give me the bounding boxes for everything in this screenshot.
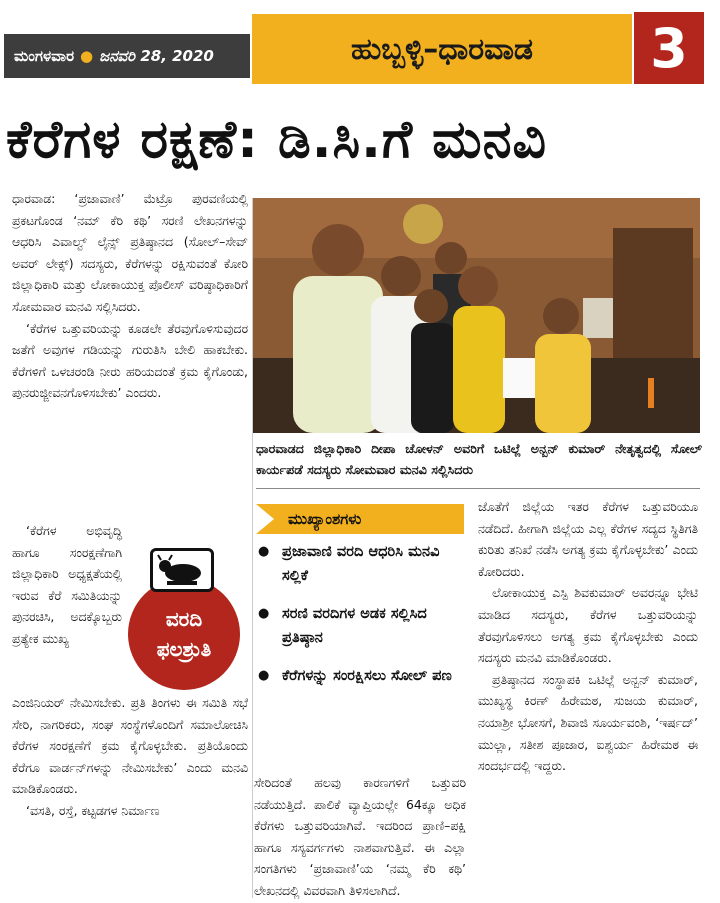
article-column-2 — [254, 772, 466, 902]
report-result-badge — [128, 578, 240, 690]
paragraph: ‘ಕೆರೆಗಳ ಅಭಿವೃದ್ಧಿ ಹಾಗೂ ಸಂರಕ್ಷಣೆಗಾಗಿ ಜಿಲ್ಲಾಧಿಕಾರಿ ಅಧ್ಯಕ್ಷತೆಯಲ್ಲಿ ಇರುವ ಕೆರೆ ಸಮಿತಿಯನ್ನು ಪುನರಚಿಸಿ, ಅದಕ್ಕೊಬ್ಬರು ಪ್ರತ್ಯೇಕ ಮುಖ್ಯ — [12, 523, 122, 646]
photo-caption: ಧಾರವಾಡದ ಜಿಲ್ಲಾಧಿಕಾರಿ ದೀಪಾ ಚೋಳನ್ ಅವರಿಗೆ ಒಟಿಲ್ಲೆ ಅನ್ಬನ್ ಕುಮಾರ್ ನೇತೃತ್ವದಲ್ಲಿ ಸೋಲ್ ಕಾರ್ಯಪಡೆ ಸದಸ್ಯರು ಸೋಮವಾರ ಮನವಿ ಸಲ್ಲಿಸಿದರು — [256, 441, 702, 477]
date-bar — [4, 34, 250, 78]
paragraph: ‘ವಸತಿ, ರಸ್ತೆ, ಕಟ್ಟಡಗಳ ನಿರ್ಮಾಣ — [26, 802, 160, 818]
date-label: ಜನವರಿ 28, 2020 — [99, 47, 214, 65]
divider — [256, 488, 700, 489]
paragraph: ಎಂಜಿನಿಯರ್ ನೇಮಿಸಬೇಕು. ಪ್ರತಿ ತಿಂಗಳು ಈ ಸಮಿತಿ ಸಭೆ ಸೇರಿ, ನಾಗರಿಕರು, ಸಂಘ ಸಂಸ್ಥೆಗಳೊಂದಿಗೆ ಸಮಾಲೋಚಿಸಿ ಕೆರೆಗಳ ಸಂರಕ್ಷಣೆಗೆ ಕ್ರಮ ಕೈಗೊಳ್ಳಬೇಕು. ಪ್ರತಿಯೊಂದು ಕೆರೆಗೂ ವಾರ್ಡನ್‌ಗಳನ್ನು ನೇಮಿಸಬೇಕು’ ಎಂದು ಮನವಿ ಮಾಡಿಕೊಂಡರು. — [12, 695, 248, 797]
highlights-title — [256, 504, 464, 534]
article-column-1-top — [12, 188, 248, 404]
paragraph: ಪ್ರತಿಷ್ಠಾನದ ಸಂಸ್ಥಾಪಕಿ ಒಟಿಲ್ಲೆ ಅನ್ಬನ್ ಕುಮಾರ್, ಮುಖ್ಯಸ್ಥ ಕಿರಣ್ ಹಿರೇಮಠ, ಸುಜಯ ಕುಮಾರ್, ನಯಾಶ್ರೀ ಭೋಸಗೆ, ಶಿವಾಜಿ ಸೂರ್ಯವಂಶಿ, ‘ಇರ್ಷದ್’ ಮುಲ್ಲಾ, ಸತೀಶ ಪೂಜಾರ, ಐಶ್ವರ್ಯ ಹಿರೇಮಠ ಈ ಸಂದರ್ಭದಲ್ಲಿ ಇದ್ದರು. — [478, 671, 698, 774]
highlights-title-text: ಮುಖ್ಯಾಂಶಗಳು — [288, 510, 362, 528]
article-column-1-middle — [12, 520, 122, 650]
highlights-list — [258, 540, 464, 702]
list-item: ● ಪ್ರಜಾವಾಣಿ ವರದಿ ಆಧರಿಸಿ ಮನವಿ ಸಲ್ಲಿಕೆ — [258, 540, 464, 588]
paragraph: ‘ಕೆರೆಗಳ ಒತ್ತುವರಿಯನ್ನು ಕೂಡಲೇ ತೆರವುಗೊಳಿಸುವುದರ ಜತೆಗೆ ಅವುಗಳ ಗಡಿಯನ್ನು ಗುರುತಿಸಿ ಬೇಲಿ ಹಾಕಬೇಕು. ಕೆರೆಗಳಿಗೆ ಒಳಚರಂಡಿ ನೀರು ಹರಿಯದಂತೆ ಕ್ರಮ ಕೈಗೊಂಡು, ಪುನರುಜ್ಜೀವನಗೊಳಿಸಬೇಕು’ ಎಂದರು. — [12, 320, 248, 401]
separator-dot-icon: ● — [80, 47, 94, 65]
nandi-bull-icon — [150, 548, 214, 592]
section-title: ಹುಬ್ಬಳ್ಳಿ–ಧಾರವಾಡ — [252, 14, 632, 84]
paragraph: ಜೊತೆಗೆ ಜಿಲ್ಲೆಯ ಇತರ ಕೆರೆಗಳ ಒತ್ತುವರಿಯೂ ನಡೆದಿದೆ. ಹೀಗಾಗಿ ಜಿಲ್ಲೆಯ ಎಲ್ಲ ಕೆರೆಗಳ ಸದ್ಯದ ಸ್ಥಿತಿಗತಿ ಕುರಿತು ತನಿಖೆ ನಡೆಸಿ ಅಗತ್ಯ ಕ್ರಮ ಕೈಗೊಳ್ಳಬೇಕು’ ಎಂದು ಕೋರಿದರು. — [478, 499, 698, 579]
headline: ಕೆರೆಗಳ ರಕ್ಷಣೆ: ಡಿ.ಸಿ.ಗೆ ಮನವಿ — [6, 110, 548, 170]
badge-line-2: ಫಲಶ್ರುತಿ — [156, 637, 212, 661]
page-number: 3 — [634, 12, 704, 84]
paragraph: ಲೋಕಾಯುಕ್ತ ಎಸ್ಪಿ ಶಿವಕುಮಾರ್ ಅವರನ್ನೂ ಭೇಟಿ ಮಾಡಿದ ಸದಸ್ಯರು, ಕೆರೆಗಳ ಒತ್ತುವರಿಯನ್ನು ತೆರವುಗೊಳಿಸಲು ಅಗತ್ಯ ಕ್ರಮ ಕೈಗೊಳ್ಳಬೇಕು ಎಂದು ಸದಸ್ಯರು ಮನವಿ ಮಾಡಿಕೊಂಡರು. — [478, 585, 698, 666]
paragraph: ಧಾರವಾಡ: ‘ಪ್ರಜಾವಾಣಿ’ ಮೆಟ್ರೊ ಪುರವಣಿಯಲ್ಲಿ ಪ್ರಕಟಗೊಂಡ ‘ನಮ್ ಕೆರಿ ಕಥಿ’ ಸರಣಿ ಲೇಖನಗಳನ್ನು ಆಧರಿಸಿ ಎವಾಲ್ವ್ ಲೈನ್ಸ್ ಪ್ರತಿಷ್ಠಾನದ (ಸೋಲ್–ಸೇವ್ ಅವರ್ ಲೇಕ್ಸ್) ಸದಸ್ಯರು, ಕೆರೆಗಳನ್ನು ರಕ್ಷಿಸುವಂತೆ ಕೋರಿ ಜಿಲ್ಲಾಧಿಕಾರಿ ಮತ್ತು ಲೋಕಾಯುಕ್ತ ಪೊಲೀಸ್ ವರಿಷ್ಠಾಧಿಕಾರಿಗೆ ಸೋಮವಾರ ಮನವಿ ಸಲ್ಲಿಸಿದರು. — [12, 191, 248, 314]
list-item: ● ಸರಣಿ ವರದಿಗಳ ಅಡಕ ಸಲ್ಲಿಸಿದ ಪ್ರತಿಷ್ಠಾನ — [258, 602, 464, 650]
article-photo — [253, 198, 700, 433]
paragraph: ಸೇರಿದಂತೆ ಹಲವು ಕಾರಣಗಳಿಗೆ ಒತ್ತುವರಿ ನಡೆಯುತ್ತಿದೆ. ಪಾಲಿಕೆ ವ್ಯಾಪ್ತಿಯಲ್ಲೇ 64ಕ್ಕೂ ಅಧಿಕ ಕೆರೆಗಳು ಒತ್ತುವರಿಯಾಗಿವೆ. ಇದರಿಂದ ಪ್ರಾಣಿ–ಪಕ್ಷಿ ಹಾಗೂ ಸಸ್ಯವರ್ಗಗಳು ನಾಶವಾಗುತ್ತಿವೆ. ಈ ಎಲ್ಲಾ ಸಂಗತಿಗಳು ‘ಪ್ರಜಾವಾಣಿ’ಯ ‘ನಮ್ಮ ಕೆರಿ ಕಥಿ’ ಲೇಖನದಲ್ಲಿ ವಿವರವಾಗಿ ತಿಳಿಸಲಾಗಿದೆ. — [254, 775, 466, 898]
article-column-1-bottom — [12, 692, 248, 822]
highlights-arrow-icon — [256, 504, 274, 534]
day-label: ಮಂಗಳವಾರ — [14, 47, 75, 65]
badge-line-1: ವರದಿ — [165, 607, 203, 631]
list-item: ● ಕೆರೆಗಳನ್ನು ಸಂರಕ್ಷಿಸಲು ಸೋಲ್ ಪಣ — [258, 664, 464, 688]
article-column-3 — [478, 496, 698, 777]
